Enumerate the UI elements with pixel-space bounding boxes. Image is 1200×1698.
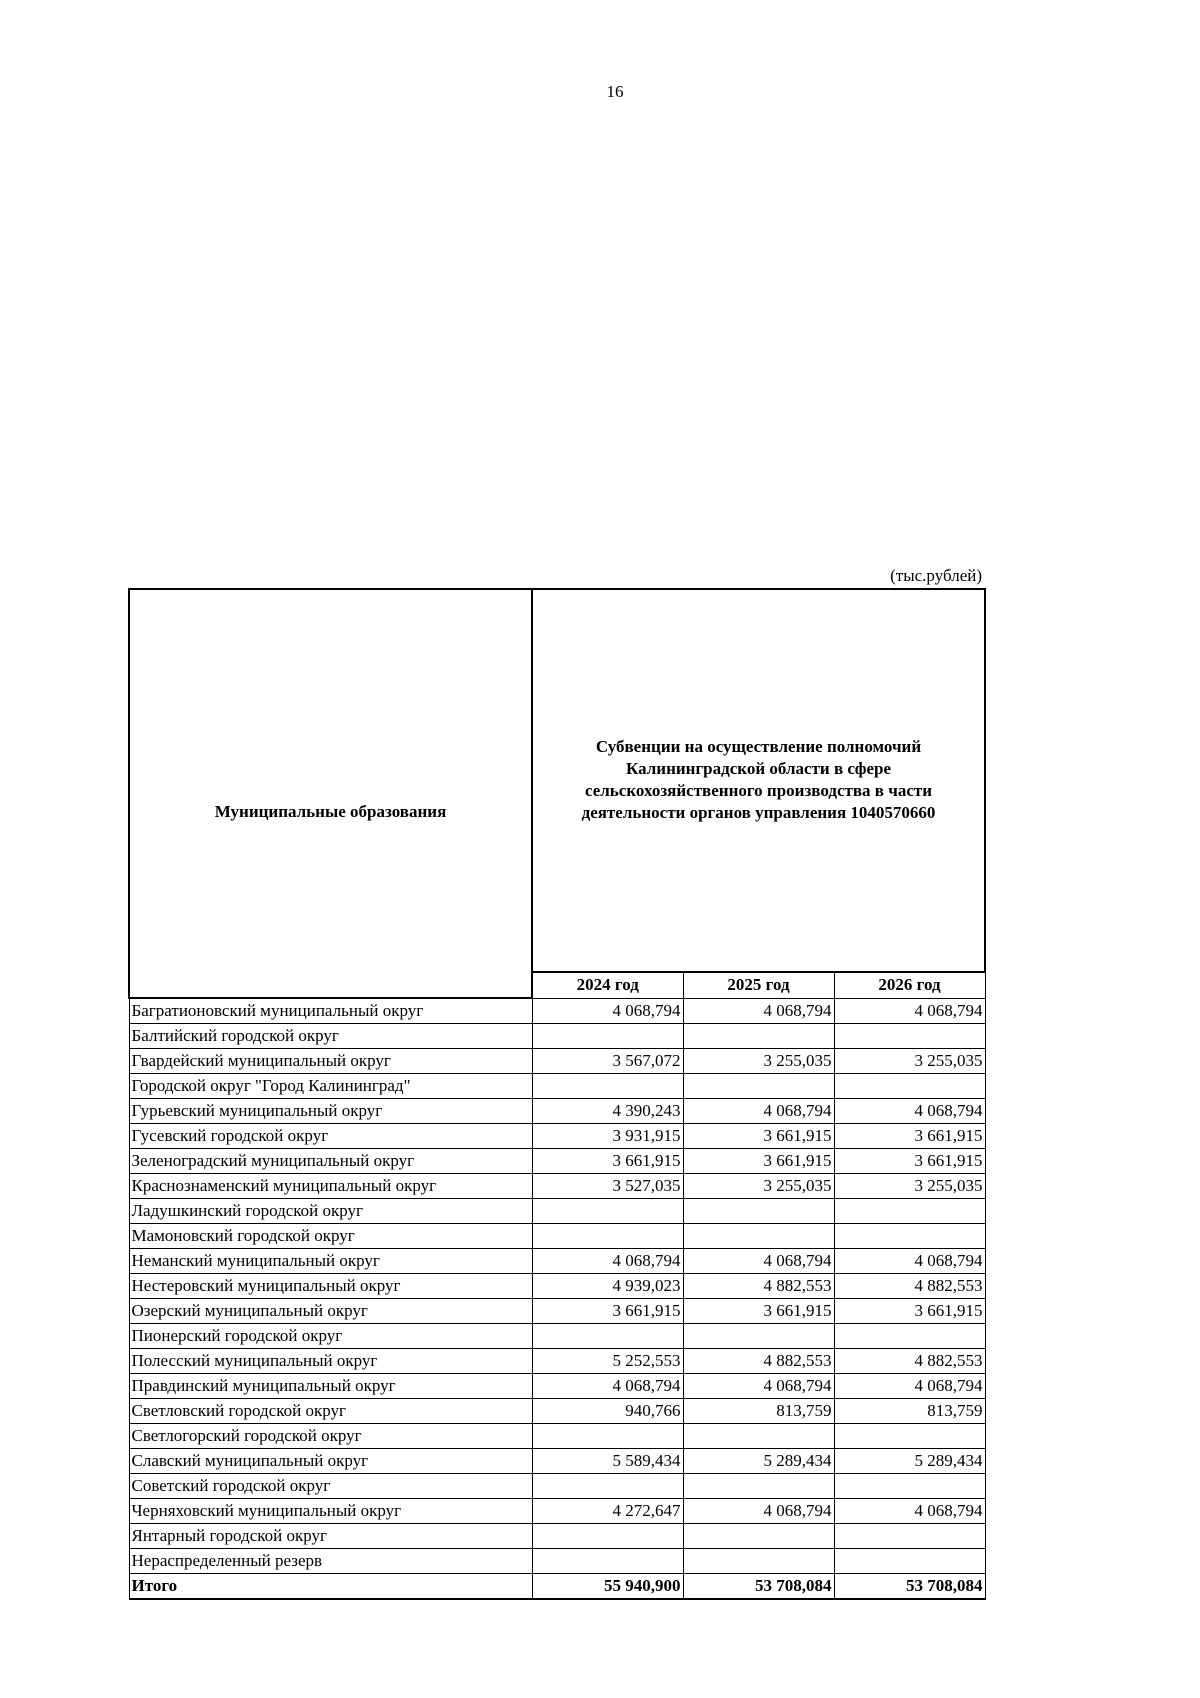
value-2026: 4 882,553: [834, 1274, 985, 1299]
table-row: [129, 1274, 985, 1299]
value-2024: 3 527,035: [532, 1174, 683, 1199]
value-2026: 5 289,434: [834, 1449, 985, 1474]
value-2026: [834, 1424, 985, 1449]
header-municipality: Муниципальные образования: [129, 589, 532, 998]
subvention-table: [128, 588, 986, 1600]
total-2025: 53 708,084: [683, 1574, 834, 1600]
value-2024: 4 390,243: [532, 1099, 683, 1124]
value-2025: 3 255,035: [683, 1049, 834, 1074]
value-2025: [683, 1224, 834, 1249]
value-2025: [683, 1424, 834, 1449]
municipality-name: Ладушкинский городской округ: [129, 1199, 532, 1224]
municipality-name: Советский городской округ: [129, 1474, 532, 1499]
table-row: [129, 1399, 985, 1424]
table-row: [129, 1524, 985, 1549]
table-row: [129, 1049, 985, 1074]
value-2025: 4 882,553: [683, 1349, 834, 1374]
value-2026: 4 068,794: [834, 1374, 985, 1399]
table-row: [129, 1424, 985, 1449]
municipality-name: Озерский муниципальный округ: [129, 1299, 532, 1324]
municipality-name: Городской округ "Город Калининград": [129, 1074, 532, 1099]
municipality-name: Полесский муниципальный округ: [129, 1349, 532, 1374]
value-2026: 4 068,794: [834, 1249, 985, 1274]
value-2026: 4 882,553: [834, 1349, 985, 1374]
municipality-name: Гвардейский муниципальный округ: [129, 1049, 532, 1074]
header-subvention: Субвенции на осуществление полномочий Калининградской области в сфере сельскохозяйственного производства в части деятельности органов управления 1040570660: [532, 589, 985, 972]
value-2026: 3 661,915: [834, 1299, 985, 1324]
value-2026: 3 255,035: [834, 1174, 985, 1199]
value-2026: [834, 1324, 985, 1349]
year-header: 2025 год: [683, 972, 834, 998]
municipality-name: Черняховский муниципальный округ: [129, 1499, 532, 1524]
municipality-name: Янтарный городской округ: [129, 1524, 532, 1549]
table-row: [129, 1074, 985, 1099]
value-2026: [834, 1549, 985, 1574]
value-2026: 3 255,035: [834, 1049, 985, 1074]
table-row: [129, 1124, 985, 1149]
table-row: [129, 1024, 985, 1049]
value-2025: 813,759: [683, 1399, 834, 1424]
value-2024: [532, 1024, 683, 1049]
table-row: [129, 1324, 985, 1349]
municipality-name: Балтийский городской округ: [129, 1024, 532, 1049]
value-2025: [683, 1199, 834, 1224]
table-row: [129, 1249, 985, 1274]
table-row: [129, 1199, 985, 1224]
value-2025: 3 661,915: [683, 1124, 834, 1149]
municipality-name: Краснознаменский муниципальный округ: [129, 1174, 532, 1199]
value-2024: [532, 1424, 683, 1449]
table-row: [129, 1449, 985, 1474]
value-2025: 3 661,915: [683, 1299, 834, 1324]
table-row: [129, 1549, 985, 1574]
value-2024: 5 252,553: [532, 1349, 683, 1374]
value-2026: [834, 1474, 985, 1499]
value-2024: [532, 1199, 683, 1224]
total-row: [129, 1574, 985, 1600]
table-body: [129, 998, 985, 1599]
value-2026: [834, 1199, 985, 1224]
total-2026: 53 708,084: [834, 1574, 985, 1600]
value-2024: 4 068,794: [532, 1249, 683, 1274]
municipality-name: Светлогорский городской округ: [129, 1424, 532, 1449]
value-2025: [683, 1024, 834, 1049]
value-2026: [834, 1224, 985, 1249]
value-2025: [683, 1549, 834, 1574]
municipality-name: Багратионовский муниципальный округ: [129, 998, 532, 1024]
value-2024: 3 567,072: [532, 1049, 683, 1074]
value-2024: [532, 1524, 683, 1549]
value-2024: [532, 1324, 683, 1349]
value-2025: 3 661,915: [683, 1149, 834, 1174]
table-row: [129, 1099, 985, 1124]
value-2025: 4 882,553: [683, 1274, 834, 1299]
year-header: 2026 год: [834, 972, 985, 998]
municipality-name: Неманский муниципальный округ: [129, 1249, 532, 1274]
value-2025: 3 255,035: [683, 1174, 834, 1199]
value-2026: [834, 1524, 985, 1549]
value-2025: 4 068,794: [683, 1374, 834, 1399]
value-2024: 4 939,023: [532, 1274, 683, 1299]
value-2025: 5 289,434: [683, 1449, 834, 1474]
value-2024: 4 068,794: [532, 998, 683, 1024]
value-2024: 940,766: [532, 1399, 683, 1424]
value-2026: 813,759: [834, 1399, 985, 1424]
page-number: 16: [606, 82, 624, 101]
value-2025: [683, 1324, 834, 1349]
value-2026: [834, 1074, 985, 1099]
value-2024: 4 272,647: [532, 1499, 683, 1524]
table-row: [129, 1499, 985, 1524]
value-2024: [532, 1074, 683, 1099]
value-2024: 3 661,915: [532, 1299, 683, 1324]
value-2024: [532, 1224, 683, 1249]
municipality-name: Гусевский городской округ: [129, 1124, 532, 1149]
value-2026: 4 068,794: [834, 1499, 985, 1524]
value-2026: [834, 1024, 985, 1049]
municipality-name: Нестеровский муниципальный округ: [129, 1274, 532, 1299]
value-2024: 4 068,794: [532, 1374, 683, 1399]
value-2024: 3 931,915: [532, 1124, 683, 1149]
value-2024: 5 589,434: [532, 1449, 683, 1474]
value-2024: 3 661,915: [532, 1149, 683, 1174]
table-row: [129, 1299, 985, 1324]
value-2025: 4 068,794: [683, 998, 834, 1024]
municipality-name: Пионерский городской округ: [129, 1324, 532, 1349]
value-2025: [683, 1074, 834, 1099]
value-2024: [532, 1549, 683, 1574]
municipality-name: Славский муниципальный округ: [129, 1449, 532, 1474]
units-label: (тыс.рублей): [890, 566, 982, 585]
value-2026: 4 068,794: [834, 998, 985, 1024]
value-2026: 4 068,794: [834, 1099, 985, 1124]
municipality-name: Нераспределенный резерв: [129, 1549, 532, 1574]
municipality-name: Мамоновский городской округ: [129, 1224, 532, 1249]
value-2024: [532, 1474, 683, 1499]
table-row: [129, 1149, 985, 1174]
table-row: [129, 998, 985, 1024]
municipality-name: Гурьевский муниципальный округ: [129, 1099, 532, 1124]
value-2025: 4 068,794: [683, 1099, 834, 1124]
table-header-row: [129, 589, 985, 972]
municipality-name: Правдинский муниципальный округ: [129, 1374, 532, 1399]
table-row: [129, 1174, 985, 1199]
value-2026: 3 661,915: [834, 1124, 985, 1149]
value-2025: [683, 1474, 834, 1499]
table-row: [129, 1374, 985, 1399]
total-2024: 55 940,900: [532, 1574, 683, 1600]
table-row: [129, 1349, 985, 1374]
value-2026: 3 661,915: [834, 1149, 985, 1174]
year-header: 2024 год: [532, 972, 683, 998]
municipality-name: Светловский городской округ: [129, 1399, 532, 1424]
total-label: Итого: [129, 1574, 532, 1600]
value-2025: 4 068,794: [683, 1249, 834, 1274]
value-2025: 4 068,794: [683, 1499, 834, 1524]
value-2025: [683, 1524, 834, 1549]
table-row: [129, 1224, 985, 1249]
municipality-name: Зеленоградский муниципальный округ: [129, 1149, 532, 1174]
table-row: [129, 1474, 985, 1499]
